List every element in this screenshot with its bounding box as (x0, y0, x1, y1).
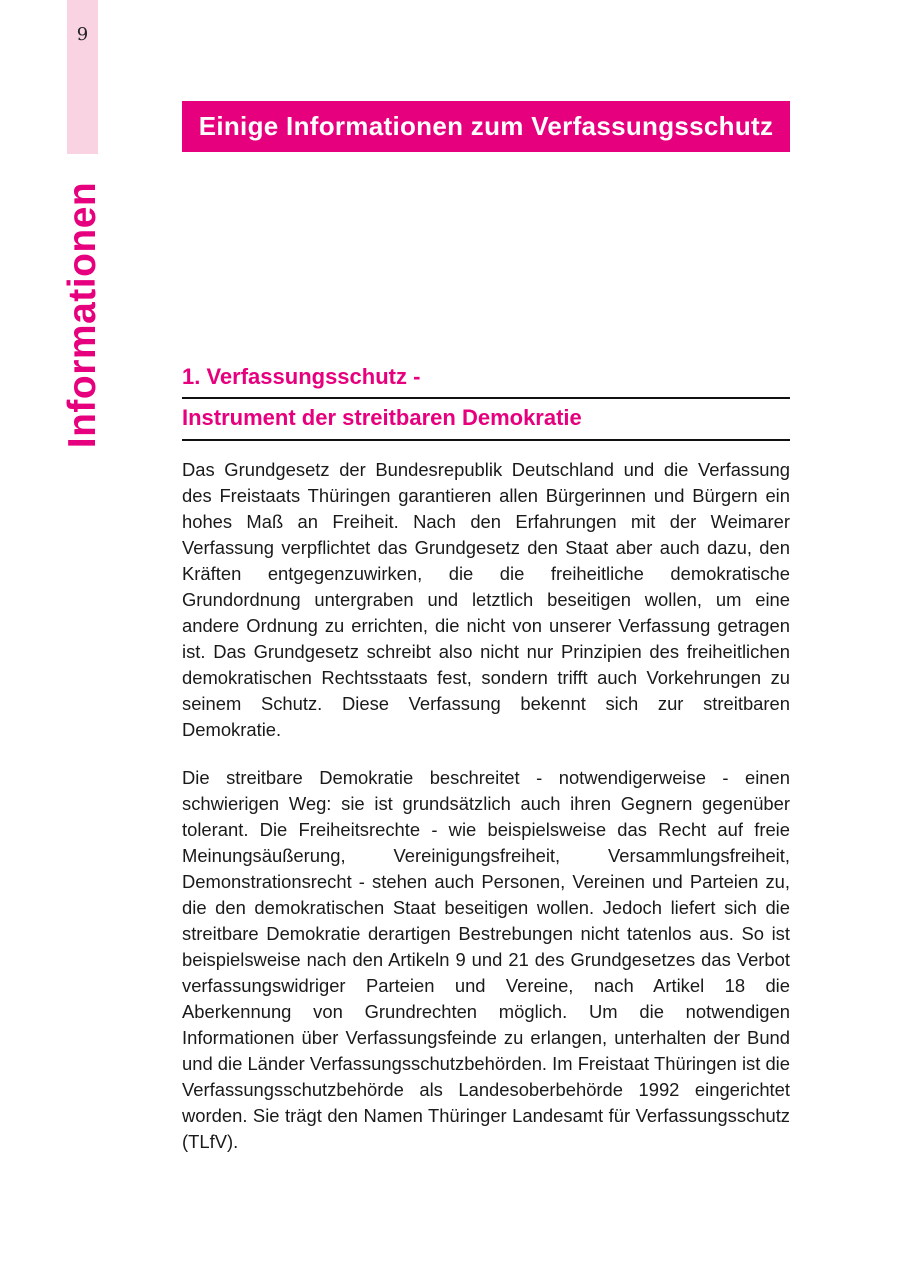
page-number: 9 (76, 24, 89, 45)
body-paragraph-2: Die streitbare Demokratie beschreitet - notwendigerweise - einen schwierigen Weg: sie ist grundsätzlich auch ihren Gegnern gegenüber tolerant. Die Freiheitsrechte - wie beispielsweise das Recht auf freie Meinungsäußerung, Vereinigungsfreiheit, Versammlungsfreiheit, Demonstrationsrecht - stehen auch Personen, Vereinen und Parteien zu, die den demokratischen Staat beseitigen wollen. Jedoch liefert sich die streitbare Demokratie derartigen Bestrebungen nicht tatenlos aus. So ist beispielsweise nach den Artikeln 9 und 21 des Grundgesetzes das Verbot verfassungswidriger Parteien und Vereine, nach Artikel 18 die Aberkennung von Grundrechten möglich. Um die notwendigen Informationen über Verfassungsfeinde zu erlangen, unterhalten der Bund und die Länder Verfassungsschutzbehörden. Im Freistaat Thüringen ist die Verfassungsschutzbehörde als Landesoberbehörde 1992 eingerichtet worden. Sie trägt den Namen Thüringer Landesamt für Verfassungsschutz (TLfV). (182, 767, 790, 1152)
body-paragraph-1: Das Grundgesetz der Bundesrepublik Deutschland und die Verfassung des Freistaats Thüringen garantieren allen Bürgerinnen und Bürgern ein hohes Maß an Freiheit. Nach den Erfahrungen mit der Weimarer Verfassung verpflichtet das Grundgesetz den Staat aber auch dazu, den Kräften entgegenzuwirken, die die freiheitliche demokratische Grundordnung untergraben und letztlich beseitigen wollen, um eine andere Ordnung zu errichten, die nicht von unserer Verfassung getragen ist. Das Grundgesetz schreibt also nicht nur Prinzipien des freiheitlichen demokratischen Rechtsstaats fest, sondern trifft auch Vorkehrungen zu seinem Schutz. Diese Verfassung bekennt sich zur streitbaren Demokratie. (182, 459, 790, 740)
heading-divider-bottom (182, 439, 790, 441)
side-label: Informationen (61, 181, 104, 449)
page-title: Einige Informationen zum Verfassungsschutz (182, 101, 790, 152)
heading-divider-top (182, 397, 790, 399)
section-heading-line-1: 1. Verfassungsschutz - (182, 364, 421, 389)
side-label-container (58, 181, 108, 449)
section-heading-line-2: Instrument der streitbaren Demokratie (182, 405, 582, 430)
